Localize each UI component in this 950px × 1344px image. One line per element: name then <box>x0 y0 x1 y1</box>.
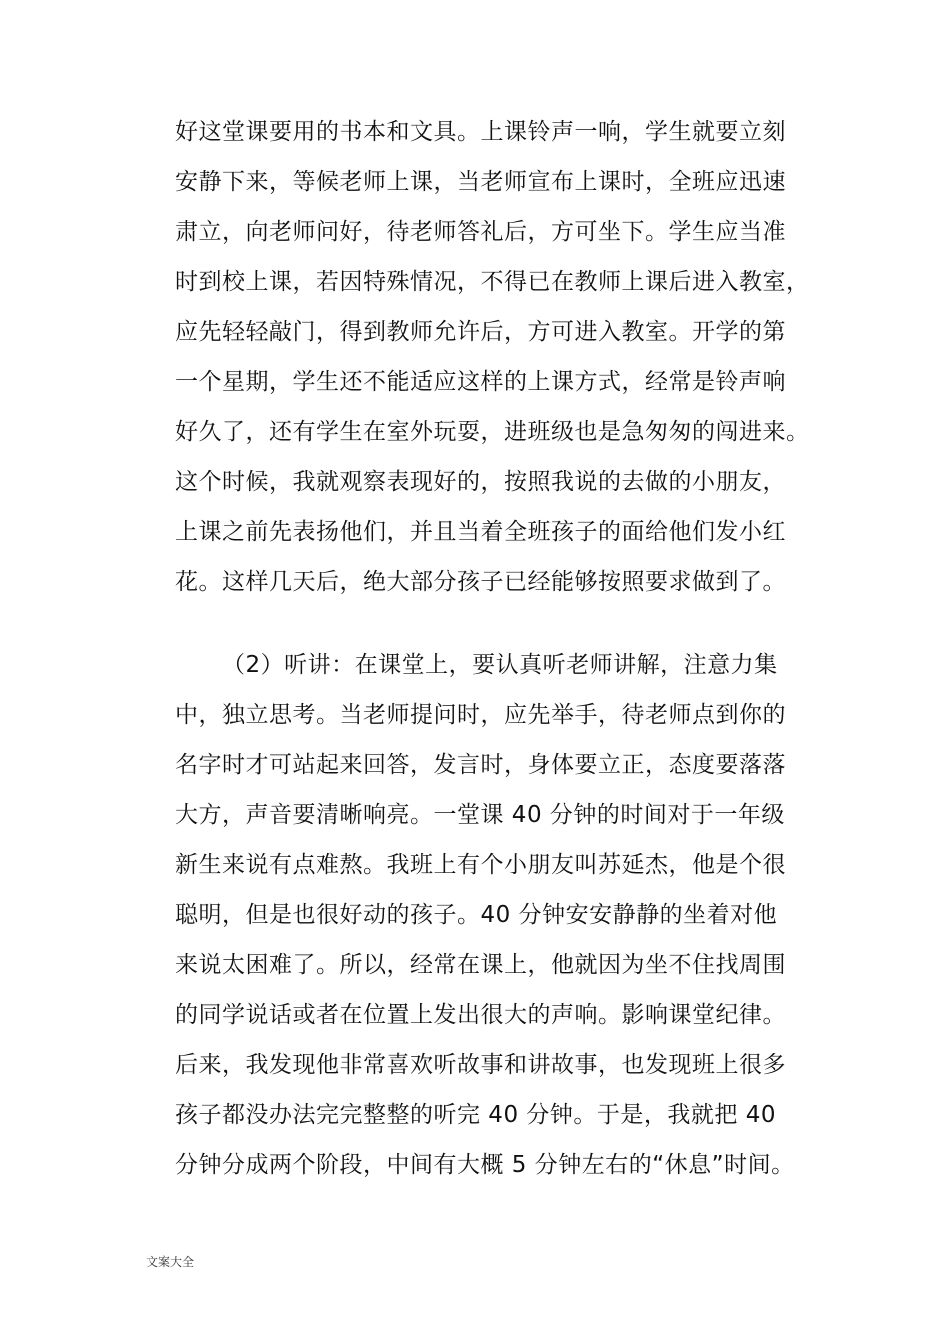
text-line: 一个星期，学生还不能适应这样的上课方式，经常是铃声响 <box>175 369 786 395</box>
text-line: 分钟分成两个阶段，中间有大概 5 分钟左右的“休息”时间。 <box>175 1152 795 1178</box>
text-line: 好久了，还有学生在室外玩耍，进班级也是急匆匆的闯进来。 <box>175 419 810 445</box>
text-line: 应先轻轻敲门，得到教师允许后，方可进入教室。开学的第 <box>175 319 786 345</box>
text-line: 上课之前先表扬他们，并且当着全班孩子的面给他们发小红 <box>175 519 786 545</box>
text-line: 好这堂课要用的书本和文具。上课铃声一响，学生就要立刻 <box>175 119 786 145</box>
text-line: 时到校上课，若因特殊情况，不得已在教师上课后进入教室， <box>175 269 810 295</box>
text-line: 花。这样几天后，绝大部分孩子已经能够按照要求做到了。 <box>175 569 786 595</box>
text-line: 肃立，向老师问好，待老师答礼后，方可坐下。学生应当准 <box>175 219 786 245</box>
page-footer: 文案大全 <box>146 1255 195 1269</box>
text-line: 中，独立思考。当老师提问时，应先举手，待老师点到你的 <box>175 702 786 728</box>
text-line: 孩子都没办法完完整整的听完 40 分钟。于是，我就把 40 <box>175 1102 776 1128</box>
text-line: 新生来说有点难熬。我班上有个小朋友叫苏延杰，他是个很 <box>175 852 786 878</box>
text-line: 这个时候，我就观察表现好的，按照我说的去做的小朋友， <box>175 469 786 495</box>
text-line: 来说太困难了。所以，经常在课上，他就因为坐不住找周围 <box>175 952 786 978</box>
text-line: 后来，我发现他非常喜欢听故事和讲故事，也发现班上很多 <box>175 1052 786 1078</box>
text-line: 聪明，但是也很好动的孩子。40 分钟安安静静的坐着对他 <box>175 902 778 928</box>
text-line: 安静下来，等候老师上课，当老师宣布上课时，全班应迅速 <box>175 169 786 195</box>
text-line: 的同学说话或者在位置上发出很大的声响。影响课堂纪律。 <box>175 1002 786 1028</box>
text-line: 名字时才可站起来回答，发言时，身体要立正，态度要落落 <box>175 752 786 778</box>
text-line: （2）听讲：在课堂上，要认真听老师讲解，注意力集 <box>222 652 778 678</box>
text-line: 大方，声音要清晰响亮。一堂课 40 分钟的时间对于一年级 <box>175 802 785 828</box>
